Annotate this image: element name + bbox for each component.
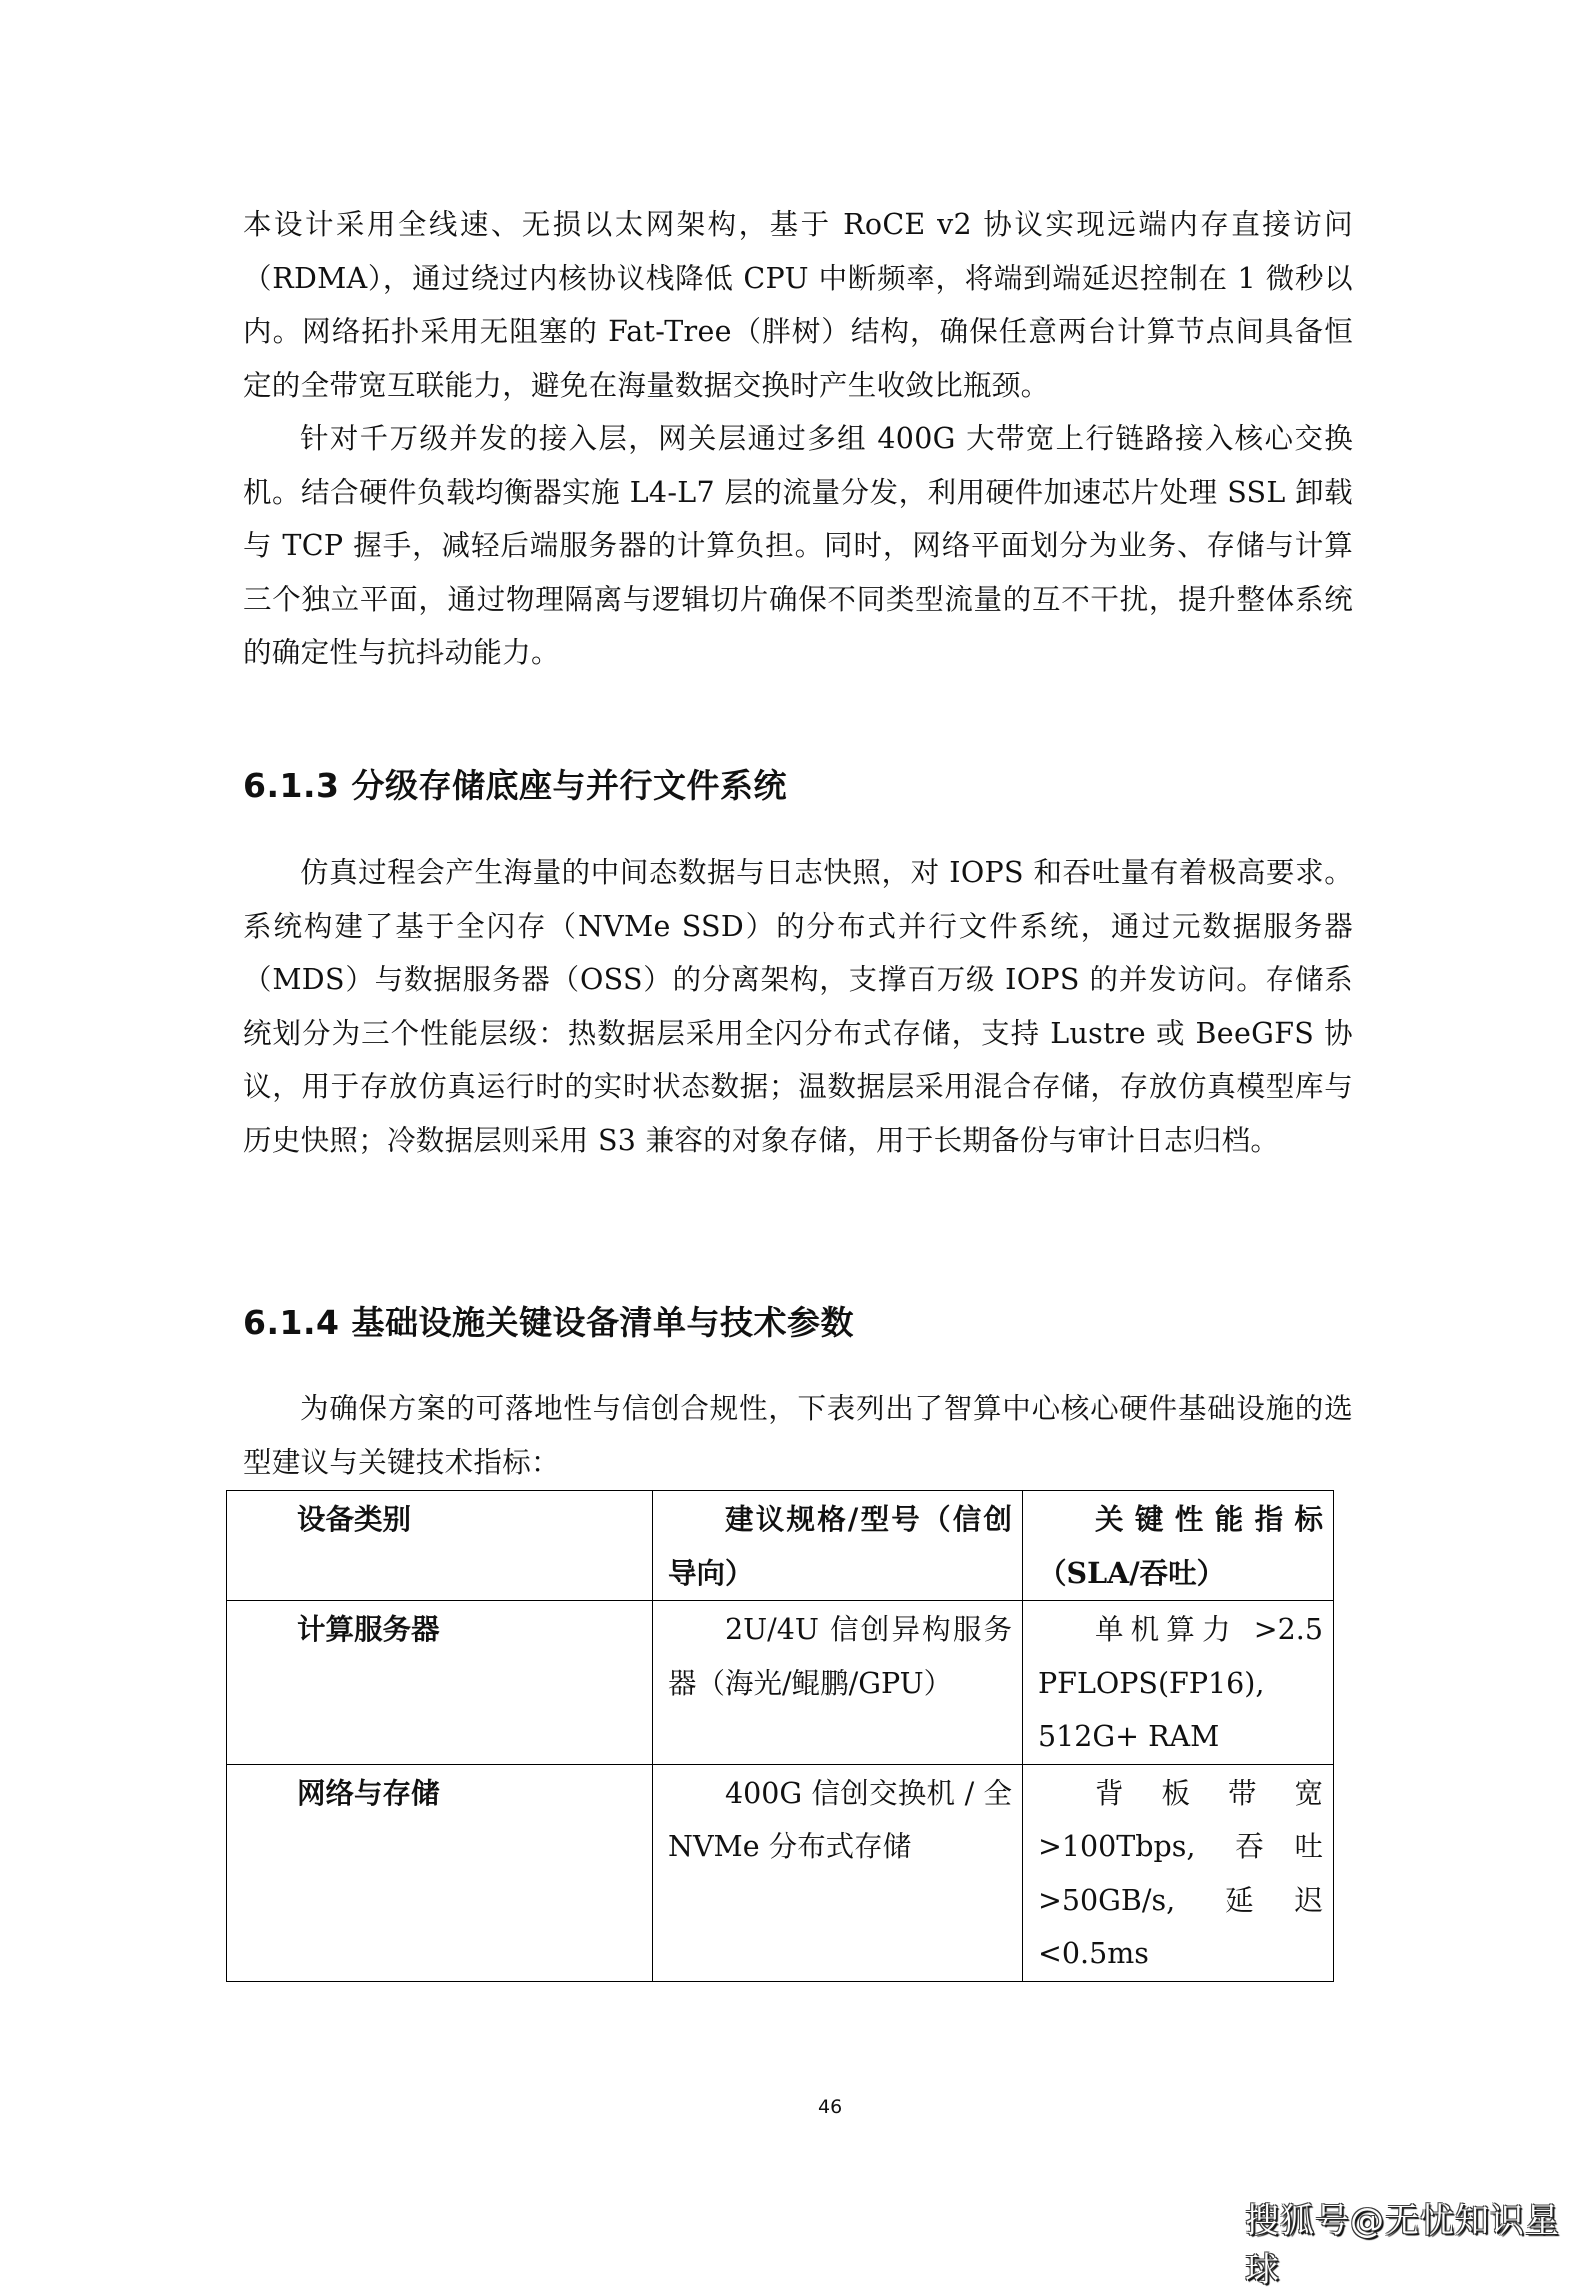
- equipment-spec-table: [226, 1490, 1334, 1982]
- watermark-text: 搜狐号@无忧知识星球: [1245, 2201, 1560, 2290]
- section-heading-6-1-4: 6.1.4 基础设施关键设备清单与技术参数: [243, 1303, 854, 1342]
- table-header-cell: 建议规格/型号（信创导向）: [653, 1491, 1023, 1601]
- table-cell: 背板带宽>100Tbps, 吞吐 >50GB/s, 延迟 <0.5ms: [1023, 1764, 1334, 1981]
- table-cell: 计算服务器: [227, 1601, 653, 1765]
- table-cell: 网络与存储: [227, 1764, 653, 1981]
- paragraph-table-intro: 为确保方案的可落地性与信创合规性，下表列出了智算中心核心硬件基础设施的选型建议与关键技术指标：: [243, 1392, 1353, 1479]
- table-header-row: [227, 1491, 1334, 1601]
- table-cell: 2U/4U 信创异构服务器（海光/鲲鹏/GPU）: [653, 1601, 1023, 1765]
- section-heading-6-1-3: 6.1.3 分级存储底座与并行文件系统: [243, 766, 787, 805]
- table-cell: 单机算力 >2.5 PFLOPS(FP16), 512G+ RAM: [1023, 1601, 1334, 1765]
- table-row: [227, 1601, 1334, 1765]
- paragraph-storage: 仿真过程会产生海量的中间态数据与日志快照，对 IOPS 和吞吐量有着极高要求。系统构建了基于全闪存（NVMe SSD）的分布式并行文件系统，通过元数据服务器（MDS）与数据服务器（OSS）的分离架构，支撑百万级 IOPS 的并发访问。存储系统划分为三个性能层级：热数据层采用全闪分布式存储，支持 Lustre 或 BeeGFS 协议，用于存放仿真运行时的实时状态数据；温数据层采用混合存储，存放仿真模型库与历史快照；冷数据层则采用 S3 兼容的对象存储，用于长期备份与审计日志归档。: [243, 856, 1353, 1157]
- paragraph-access-layer: 针对千万级并发的接入层，网关层通过多组 400G 大带宽上行链路接入核心交换机。结合硬件负载均衡器实施 L4-L7 层的流量分发，利用硬件加速芯片处理 SSL 卸载与 TCP 握手，减轻后端服务器的计算负担。同时，网络平面划分为业务、存储与计算三个独立平面，通过物理隔离与逻辑切片确保不同类型流量的互不干扰，提升整体系统的确定性与抗抖动能力。: [243, 422, 1353, 669]
- table-header-cell: 设备类别: [227, 1491, 653, 1601]
- table-cell: 400G 信创交换机 / 全 NVMe 分布式存储: [653, 1764, 1023, 1981]
- page-number: 46: [818, 2096, 843, 2118]
- table-header-cell: 关键性能指标（SLA/吞吐）: [1023, 1491, 1334, 1601]
- table-row: [227, 1764, 1334, 1981]
- paragraph-network-architecture: 本设计采用全线速、无损以太网架构，基于 RoCE v2 协议实现远端内存直接访问（RDMA），通过绕过内核协议栈降低 CPU 中断频率，将端到端延迟控制在 1 微秒以内。网络拓扑采用无阻塞的 Fat-Tree（胖树）结构，确保任意两台计算节点间具备恒定的全带宽互联能力，避免在海量数据交换时产生收敛比瓶颈。: [243, 208, 1353, 402]
